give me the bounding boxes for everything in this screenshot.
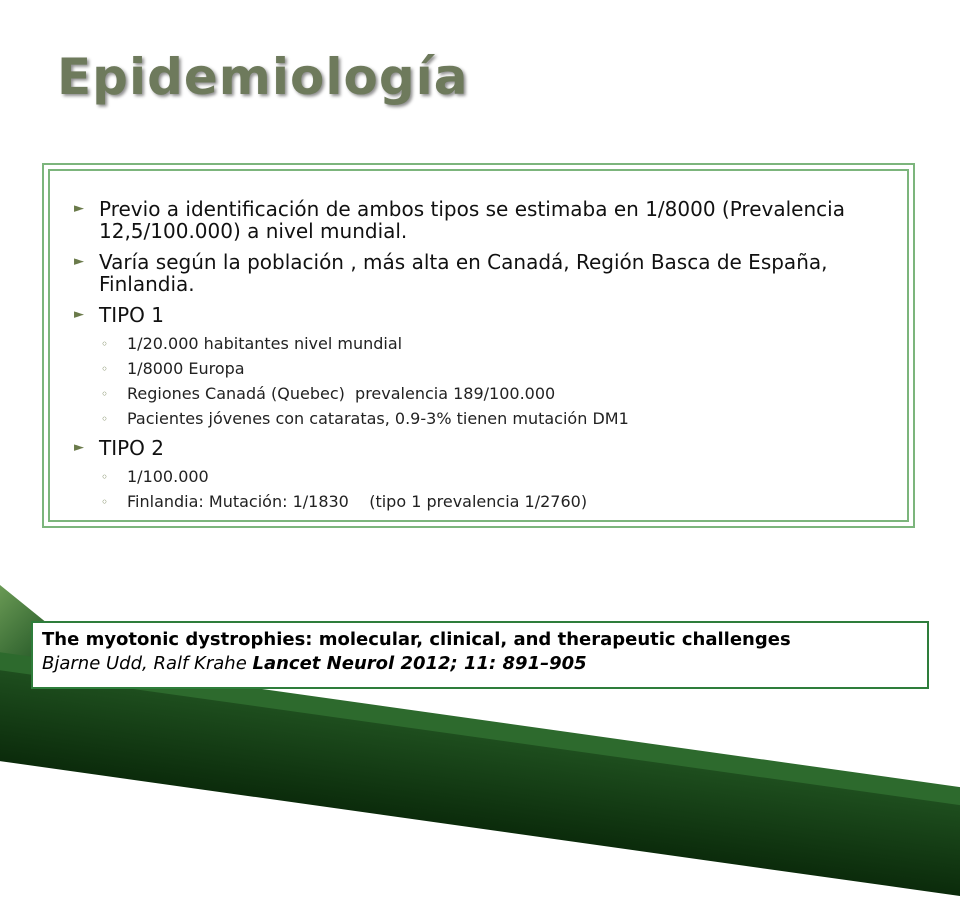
sub-bullet-text: Pacientes jóvenes con cataratas, 0.9-3% tienen mutación DM1 [127,409,629,428]
circle-bullet-icon: ◦ [101,337,109,351]
sub-bullet-text: Regiones Canadá (Quebec) prevalencia 189/100.000 [127,384,556,403]
reference-box [31,621,929,689]
reference-title: The myotonic dystrophies: molecular, clinical, and therapeutic challenges [42,629,791,650]
bullet-text: Varía según la población , más alta en Canadá, Región Basca de España, Finlandia. [99,250,828,296]
bullet-text: TIPO 2 [99,436,164,460]
arrow-bullet-icon: ► [74,201,84,216]
bullet-item [74,198,884,242]
arrow-bullet-icon: ► [74,307,84,322]
sub-bullet-item [74,335,884,353]
sub-bullet-item [74,360,884,378]
decorative-stripe-dark [0,666,960,908]
sub-bullet-item [74,468,884,486]
bullet-text: TIPO 1 [99,303,164,327]
reference-citation [42,652,927,676]
bullet-item [74,251,884,295]
sub-bullet-text: Finlandia: Mutación: 1/1830 (tipo 1 prevalencia 1/2760) [127,492,588,511]
bullet-text: Previo a identificación de ambos tipos se estimaba en 1/8000 (Prevalencia 12,5/100.000) a nivel mundial. [99,197,845,243]
circle-bullet-icon: ◦ [101,412,109,426]
sub-bullet-text: 1/100.000 [127,467,209,486]
sub-bullet-item [74,493,884,511]
sub-bullet-item [74,410,884,428]
bullet-item-tipo-2 [74,437,884,459]
sub-bullet-text: 1/20.000 habitantes nivel mundial [127,334,403,353]
content-box [42,163,915,528]
reference-journal: Lancet Neurol 2012; 11: 891–905 [252,653,587,674]
sub-bullet-item [74,385,884,403]
circle-bullet-icon: ◦ [101,495,109,509]
title: Epidemiología [57,48,469,106]
reference-authors: Bjarne Udd, Ralf Krahe [42,653,253,674]
bullet-item-tipo-1 [74,304,884,326]
circle-bullet-icon: ◦ [101,387,109,401]
arrow-bullet-icon: ► [74,254,84,269]
arrow-bullet-icon: ► [74,440,84,455]
circle-bullet-icon: ◦ [101,362,109,376]
sub-bullet-text: 1/8000 Europa [127,359,245,378]
bullet-list [74,198,884,518]
circle-bullet-icon: ◦ [101,470,109,484]
